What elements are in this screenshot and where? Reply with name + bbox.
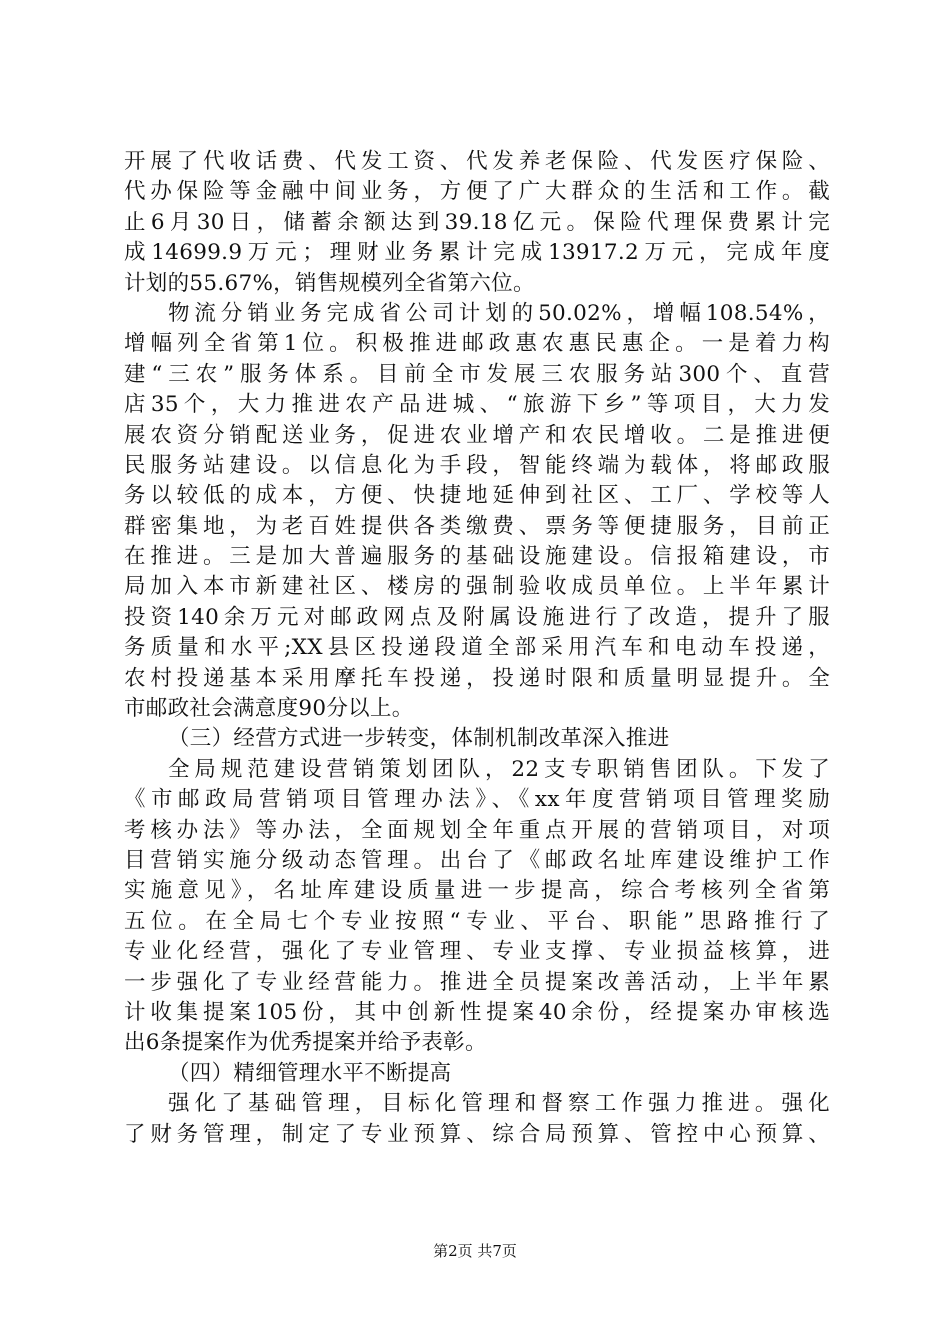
text-line: 出6条提案作为优秀提案并给予表彰。 — [124, 1030, 487, 1056]
text-line: 民服务站建设。以信息化为手段，智能终端为载体，将邮政服 — [124, 452, 830, 478]
text-line: 目营销实施分级动态管理。出台了《邮政名址库建设维护工作 — [124, 847, 830, 873]
section-heading: （四）精细管理水平不断提高 — [168, 1060, 452, 1086]
text-line: 店35个，大力推进农产品进城、“旅游下乡”等项目，大力发 — [124, 392, 830, 418]
body-text — [124, 147, 830, 1150]
text-line: 强化了基础管理，目标化管理和督察工作强力推进。强化 — [168, 1091, 830, 1117]
text-line: 市邮政社会满意度90分以上。 — [124, 696, 414, 722]
text-line: 五位。在全局七个专业按照“专业、平台、职能”思路推行了 — [124, 908, 830, 934]
text-line: 开展了代收话费、代发工资、代发养老保险、代发医疗保险、 — [124, 149, 830, 174]
text-line: 代办保险等金融中间业务，方便了广大群众的生活和工作。截 — [124, 179, 830, 205]
text-line: 一步强化了专业经营能力。推进全员提案改善活动，上半年累 — [124, 969, 830, 995]
text-line: 《市邮政局营销项目管理办法》、《xx年度营销项目管理奖励 — [124, 787, 830, 813]
text-line: 成14699.9万元；理财业务累计完成13917.2万元，完成年度 — [124, 240, 830, 266]
text-line: 展农资分销配送业务，促进农业增产和农民增收。二是推进便 — [124, 422, 830, 448]
text-line: 建“三农”服务体系。目前全市发展三农服务站300个、直营 — [124, 361, 830, 387]
text-line: 考核办法》等办法，全面规划全年重点开展的营销项目，对项 — [124, 817, 830, 843]
text-line: 农村投递基本采用摩托车投递，投递时限和质量明显提升。全 — [124, 665, 830, 691]
text-line: 在推进。三是加大普遍服务的基础设施建设。信报箱建设，市 — [124, 544, 830, 570]
text-line: 专业化经营，强化了专业管理、专业支撑、专业损益核算，进 — [124, 939, 830, 965]
text-line: 投资140余万元对邮政网点及附属设施进行了改造，提升了服 — [124, 604, 830, 630]
text-line: 务质量和水平;XX县区投递段道全部采用汽车和电动车投递， — [124, 635, 830, 661]
text-line: 增幅列全省第1位。积极推进邮政惠农惠民惠企。一是着力构 — [124, 331, 830, 357]
text-line: 群密集地，为老百姓提供各类缴费、票务等便捷服务，目前正 — [124, 513, 830, 539]
page-number-footer: 第2页 共7页 — [433, 1242, 517, 1260]
text-line: 全局规范建设营销策划团队，22支专职销售团队。下发了 — [168, 756, 830, 782]
text-line: 计划的55.67%，销售规模列全省第六位。 — [124, 270, 535, 296]
text-line: 局加入本市新建社区、楼房的强制验收成员单位。上半年累计 — [124, 574, 830, 600]
text-line: 计收集提案105份，其中创新性提案40余份，经提案办审核选 — [124, 999, 830, 1025]
text-line: 实施意见》，名址库建设质量进一步提高，综合考核列全省第 — [124, 878, 830, 904]
text-line: 物流分销业务完成省公司计划的50.02%，增幅108.54%， — [168, 300, 830, 326]
section-heading: （三）经营方式进一步转变，体制机制改革深入推进 — [168, 726, 670, 752]
text-line: 了财务管理，制定了专业预算、综合局预算、管控中心预算、 — [124, 1121, 830, 1147]
text-line: 止6月30日，储蓄余额达到39.18亿元。保险代理保费累计完 — [124, 209, 830, 235]
text-line: 务以较低的成本，方便、快捷地延伸到社区、工厂、学校等人 — [124, 483, 830, 509]
